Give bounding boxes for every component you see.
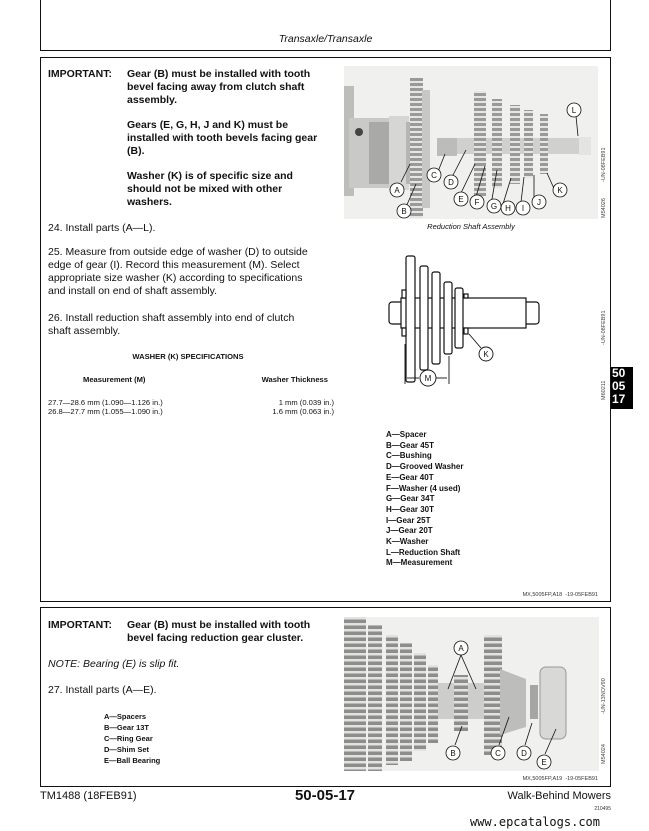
- drawing-callout-k: K: [483, 350, 489, 359]
- legend-item: B—Gear 45T: [386, 440, 435, 450]
- callout-e: E: [458, 195, 464, 204]
- spec-row-1-measurement: 27.7—28.6 mm (1.090—1.126 in.): [48, 398, 163, 407]
- drawing-side-code-2: M60211: [601, 380, 607, 400]
- legend-item: F—Washer (4 used): [386, 483, 461, 493]
- watermark-link[interactable]: www.epcatalogs.com: [469, 815, 600, 829]
- callout-g: G: [490, 202, 498, 211]
- photo1-side-code-2: M54026: [601, 198, 607, 218]
- legend-item: I—Gear 25T: [386, 515, 431, 525]
- legend-item: D—Shim Set: [104, 745, 150, 754]
- spec-row-2-thickness: 1.6 mm (0.063 in.): [272, 407, 334, 416]
- header-box: [40, 0, 611, 51]
- spec-col-thickness: Washer Thickness: [261, 375, 328, 384]
- important-para-3: Washer (K) is of specific size and should not be mixed with other washers.: [127, 170, 293, 208]
- parts-legend-1: [386, 430, 464, 569]
- footer-page-number: 50-05-17: [294, 787, 356, 804]
- section-tab: 50 05 17: [611, 367, 633, 409]
- footer-product: Walk-Behind Mowers: [507, 790, 611, 802]
- legend-item: E—Ball Bearing: [104, 756, 161, 765]
- legend-item: H—Gear 30T: [386, 504, 435, 514]
- callout-a: A: [458, 644, 464, 653]
- important-label-2: IMPORTANT:: [48, 619, 112, 631]
- callout-f: F: [474, 198, 480, 207]
- step-25: 25. Measure from outside edge of washer (D) to outside edge of gear (I). Record this measurement (M). Select appropriate size washer (K) according to specifications and install on end of shaft assembly.: [48, 246, 308, 297]
- footer-small-code: 210495: [594, 806, 611, 812]
- spec-row-2-measurement: 26.8—27.7 mm (1.055—1.090 in.): [48, 407, 163, 416]
- callout-b: B: [450, 749, 456, 758]
- spec-row-1-thickness: 1 mm (0.039 in.): [278, 398, 334, 407]
- callout-d: D: [448, 178, 454, 187]
- footer-manual-id: TM1488 (18FEB91): [40, 790, 137, 802]
- callout-c: C: [495, 749, 501, 758]
- ring-gear-photo: [344, 617, 599, 771]
- important-para-1: Gear (B) must be installed with tooth bevel facing away from clutch shaft assembly.: [127, 68, 311, 106]
- legend-item: L—Reduction Shaft: [386, 547, 461, 557]
- photo1-side-code-1: -UN-08FEB91: [601, 147, 607, 182]
- callout-c: C: [431, 171, 437, 180]
- callout-a: A: [394, 186, 400, 195]
- drawing-callout-m: M: [424, 374, 432, 383]
- ref-code-1: MX,5005FP,A18 -19-05FEB91: [522, 592, 598, 598]
- measurement-drawing: [383, 248, 558, 388]
- callout-d: D: [521, 749, 527, 758]
- callout-j: J: [537, 198, 541, 207]
- legend-item: E—Gear 40T: [386, 472, 434, 482]
- legend-item: C—Bushing: [386, 451, 432, 461]
- step-27: 27. Install parts (A—E).: [48, 684, 157, 696]
- callout-l: L: [571, 106, 577, 115]
- callout-e: E: [541, 758, 547, 767]
- note-bearing: NOTE: Bearing (E) is slip fit.: [48, 658, 180, 670]
- drawing-side-code-1: -UN-08FEB91: [601, 310, 607, 345]
- legend-item: A—Spacer: [386, 430, 427, 439]
- reduction-shaft-illustration: [344, 66, 598, 219]
- spec-table-title: WASHER (K) SPECIFICATIONS: [132, 352, 244, 361]
- callout-b: B: [401, 207, 407, 216]
- photo2-side-code-2: M54024: [601, 744, 607, 764]
- photo2-side-code-1: -UN-13NOV90: [601, 678, 607, 714]
- spec-col-measurement: Measurement (M): [83, 375, 146, 384]
- legend-item: C—Ring Gear: [104, 734, 153, 743]
- callout-h: H: [505, 204, 511, 213]
- legend-item: J—Gear 20T: [386, 526, 433, 536]
- legend-item: A—Spacers: [104, 712, 147, 721]
- callout-i: I: [521, 204, 525, 213]
- parts-legend-2: [104, 711, 160, 766]
- important-para-2: Gears (E, G, H, J and K) must be installed with tooth bevels facing gear (B).: [127, 119, 318, 157]
- legend-item: D—Grooved Washer: [386, 462, 464, 472]
- step-26: 26. Install reduction shaft assembly into end of clutch shaft assembly.: [48, 312, 295, 337]
- legend-item: M—Measurement: [386, 558, 453, 568]
- callout-k: K: [557, 186, 563, 195]
- reduction-shaft-photo: [344, 66, 598, 219]
- ref-code-2: MX,5005FP,A19 -19-05FEB91: [522, 776, 598, 782]
- legend-item: K—Washer: [386, 537, 429, 547]
- legend-item: G—Gear 34T: [386, 494, 435, 504]
- important-label: IMPORTANT:: [48, 68, 112, 80]
- step-24: 24. Install parts (A—L).: [48, 222, 156, 234]
- section-title: Transaxle/Transaxle: [278, 33, 373, 45]
- photo1-caption: Reduction Shaft Assembly: [427, 222, 515, 231]
- legend-item: B—Gear 13T: [104, 723, 150, 732]
- ring-gear-illustration: [344, 617, 599, 771]
